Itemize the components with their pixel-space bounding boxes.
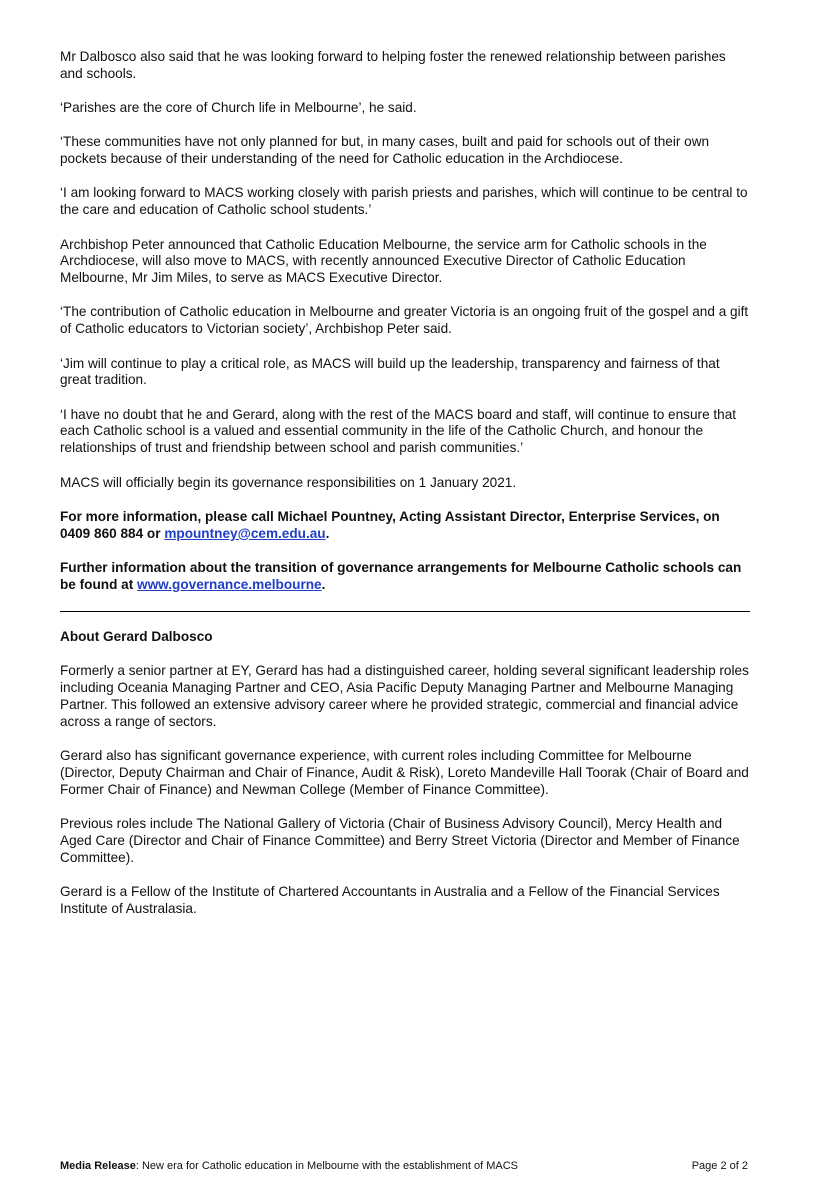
further-info-paragraph <box>60 560 750 594</box>
contact-paragraph <box>60 509 750 543</box>
page-number: Page 2 of 2 <box>691 1160 748 1172</box>
further-info-end: . <box>321 576 326 592</box>
page-footer <box>60 1160 748 1173</box>
paragraph: ‘The contribution of Catholic education in Melbourne and greater Victoria is an ongoing fruit of the gospel and a gift of Catholic educators to Victorian society’, Archbishop Peter said. <box>60 304 749 337</box>
paragraph: Mr Dalbosco also said that he was looking forward to helping foster the renewed relationship between parishes and schools. <box>60 49 726 81</box>
further-info-text: Further information about the transition of governance arrangements for Melbourne Catholic schools can be found at <box>60 559 742 592</box>
paragraph: ‘Parishes are the core of Church life in Melbourne’, he said. <box>60 100 417 116</box>
footer-title <box>60 1160 518 1173</box>
about-paragraph: Formerly a senior partner at EY, Gerard has had a distinguished career, holding several significant leadership roles including Oceania Managing Partner and CEO, Asia Pacific Deputy Managing Partner and Melbourne Managing Partner. This followed an extensive advisory career where he provided strategic, commercial and financial advice across a range of sectors. <box>60 663 749 729</box>
paragraph: Archbishop Peter announced that Catholic Education Melbourne, the service arm for Catholic schools in the Archdiocese, will also move to MACS, with recently announced Executive Director of Catholic Education Melbourne, Mr Jim Miles, to serve as MACS Executive Director. <box>60 236 707 286</box>
paragraph: MACS will officially begin its governance responsibilities on 1 January 2021. <box>60 474 517 490</box>
footer-release-title: New era for Catholic education in Melbourne with the establishment of MACS <box>141 1160 518 1172</box>
about-paragraph: Previous roles include The National Gallery of Victoria (Chair of Business Advisory Council), Mercy Health and Aged Care (Director and Chair of Finance Committee) and Berry Street Victoria (Director and Member of Finance Committee). <box>60 815 740 865</box>
paragraph: ‘I have no doubt that he and Gerard, along with the rest of the MACS board and staff, will continue to ensure that each Catholic school is a valued and essential community in the life of the Catholic Church, and honour the relationships of trust and friendship between school and parish communities.’ <box>60 406 737 456</box>
about-heading: About Gerard Dalbosco <box>60 629 213 645</box>
paragraph: ‘These communities have not only planned for but, in many cases, built and paid for schools out of their own pockets because of their understanding of the need for Catholic education in the Archdiocese. <box>60 134 710 167</box>
section-divider <box>60 611 750 612</box>
about-paragraph: Gerard is a Fellow of the Institute of Chartered Accountants in Australia and a Fellow of the Financial Services Institute of Australasia. <box>60 883 720 916</box>
footer-separator: : <box>135 1160 142 1172</box>
governance-link[interactable]: www.governance.melbourne <box>137 576 322 592</box>
email-link[interactable]: mpountney@cem.edu.au <box>164 525 326 541</box>
contact-text: For more information, please call Michael Pountney, Acting Assistant Director, Enterprise Services, on 0409 860 884 or <box>60 508 720 541</box>
about-paragraph: Gerard also has significant governance experience, with current roles including Committee for Melbourne (Director, Deputy Chairman and Chair of Finance, Audit & Risk), Loreto Mandeville Hall Toorak (Chair of Board and Former Chair of Finance) and Newman College (Member of Finance Committee). <box>60 748 749 797</box>
document-body <box>60 49 750 935</box>
contact-end: . <box>325 525 330 541</box>
paragraph: ‘Jim will continue to play a critical role, as MACS will build up the leadership, transparency and fairness of that great tradition. <box>60 355 720 388</box>
footer-label: Media Release <box>60 1160 136 1172</box>
paragraph: ‘I am looking forward to MACS working closely with parish priests and parishes, which will continue to be central to the care and education of Catholic school students.’ <box>60 185 748 218</box>
